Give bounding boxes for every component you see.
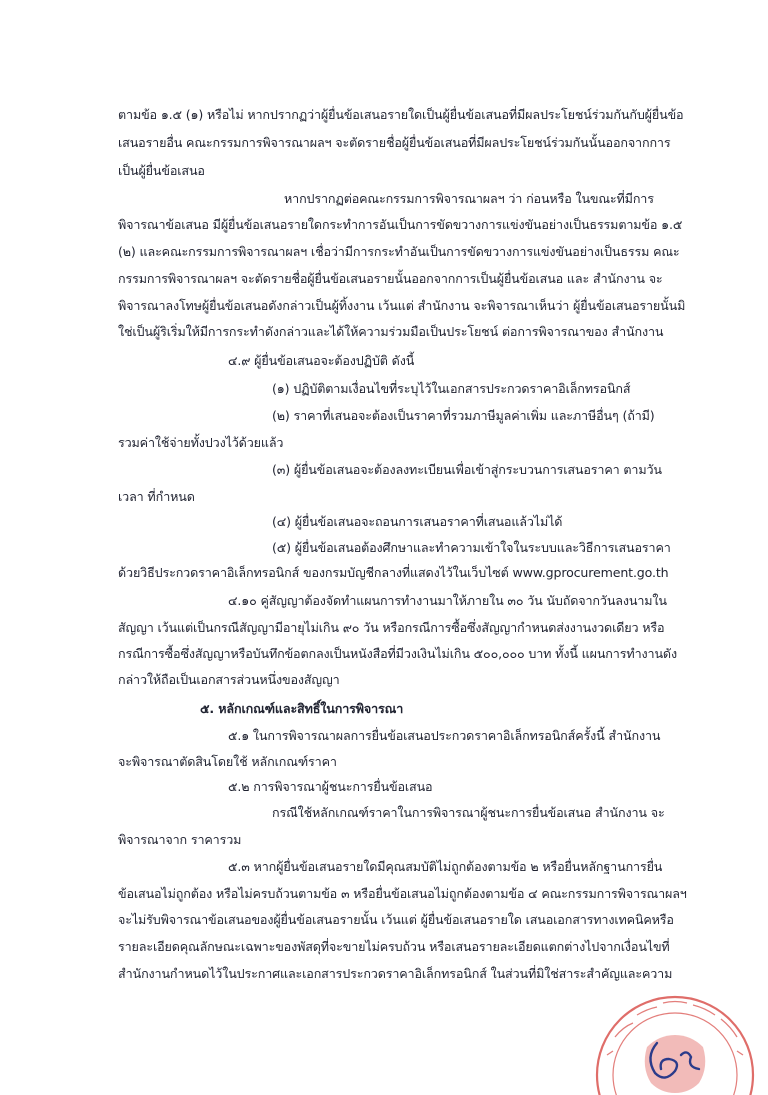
clause-4-10: ๔.๑๐ คู่สัญญาต้องจัดทำแผนการทำงานมาให้ภายใน ๓๐ วัน นับถัดจากวันลงนามใน [228,593,667,608]
body-line: หากปรากฏต่อคณะกรรมการพิจารณาผลฯ ว่า ก่อนหรือ ในขณะที่มีการ [284,191,654,206]
sub-item-5: (๕) ผู้ยื่นข้อเสนอต้องศึกษาและทำความเข้าใจในระบบและวิธีการเสนอราคา [272,540,671,555]
body-line: เป็นผู้ยื่นข้อเสนอ [118,163,205,178]
clause-5-3: ๕.๓ หากผู้ยื่นข้อเสนอรายใดมีคุณสมบัติไม่ถูกต้องตามข้อ ๒ หรือยื่นหลักฐานการยื่น [228,859,663,874]
official-seal-stamp [575,985,768,1095]
section-5-heading: ๕. หลักเกณฑ์และสิทธิ์ในการพิจารณา [200,701,404,716]
clause-4-9: ๔.๙ ผู้ยื่นข้อเสนอจะต้องปฏิบัติ ดังนี้ [228,353,415,368]
body-line: ข้อเสนอไม่ถูกต้อง หรือไม่ครบถ้วนตามข้อ ๓ หรือยื่นข้อเสนอไม่ถูกต้องตามข้อ ๔ คณะกรรมการพิจารณาผลฯ [118,886,687,901]
body-line: จะพิจารณาตัดสินโดยใช้ หลักเกณฑ์ราคา [118,754,337,769]
clause-5-2: ๕.๒ การพิจารณาผู้ชนะการยื่นข้อเสนอ [228,779,433,794]
sub-item-4: (๔) ผู้ยื่นข้อเสนอจะถอนการเสนอราคาที่เสนอแล้วไม่ได้ [272,514,563,529]
body-line: จะไม่รับพิจารณาข้อเสนอของผู้ยื่นข้อเสนอรายนั้น เว้นแต่ ผู้ยื่นข้อเสนอรายใด เสนอเอกสารทางเทคนิคหรือ [118,912,674,927]
sub-item-2: (๒) ราคาที่เสนอจะต้องเป็นราคาที่รวมภาษีมูลค่าเพิ่ม และภาษีอื่นๆ (ถ้ามี) [272,408,655,423]
body-line: ใช่เป็นผู้ริเริ่มให้มีการกระทำดังกล่าวและได้ให้ความร่วมมือเป็นประโยชน์ ต่อการพิจารณาของ สำนักงาน [118,324,664,339]
body-line: สัญญา เว้นแต่เป็นกรณีสัญญามีอายุไม่เกิน ๙๐ วัน หรือกรณีการซื้อซึ่งสัญญากำหนดส่งงานงวดเดียว หรือ [118,620,665,635]
body-line: พิจารณาข้อเสนอ มีผู้ยื่นข้อเสนอรายใดกระทำการอันเป็นการขัดขวางการแข่งขันอย่างเป็นธรรมตามข้อ ๑.๕ [118,217,683,232]
sub-item-1: (๑) ปฏิบัติตามเงื่อนไขที่ระบุไว้ในเอกสารประกวดราคาอิเล็กทรอนิกส์ [272,381,631,396]
clause-5-1: ๕.๑ ในการพิจารณาผลการยื่นข้อเสนอประกวดราคาอิเล็กทรอนิกส์ครั้งนี้ สำนักงาน [228,728,661,743]
body-line: ด้วยวิธีประกวดราคาอิเล็กทรอนิกส์ ของกรมบัญชีกลางที่แสดงไว้ในเว็บไซต์ www.gprocurement.go.th [118,565,669,580]
sub-item-3: (๓) ผู้ยื่นข้อเสนอจะต้องลงทะเบียนเพื่อเข้าสู่กระบวนการเสนอราคา ตามวัน [272,462,662,477]
body-line: พิจารณาลงโทษผู้ยื่นข้อเสนอดังกล่าวเป็นผู้ทิ้งงาน เว้นแต่ สำนักงาน จะพิจารณาเห็นว่า ผู้ยื่นข้อเสนอรายนั้นมิ [118,298,686,313]
body-line: รายละเอียดคุณลักษณะเฉพาะของพัสดุที่จะขายไม่ครบถ้วน หรือเสนอรายละเอียดแตกต่างไปจากเงื่อนไขที่ [118,939,670,954]
body-line: สำนักงานกำหนดไว้ในประกาศและเอกสารประกวดราคาอิเล็กทรอนิกส์ ในส่วนที่มิใช่สาระสำคัญและความ [118,966,673,981]
body-line: เวลา ที่กำหนด [118,489,195,504]
body-line: เสนอรายอื่น คณะกรรมการพิจารณาผลฯ จะตัดรายชื่อผู้ยื่นข้อเสนอที่มีผลประโยชน์ร่วมกันนั้นออกจากการ [118,135,671,150]
body-line: กล่าวให้ถือเป็นเอกสารส่วนหนึ่งของสัญญา [118,672,340,687]
body-line: พิจารณาจาก ราคารวม [118,832,242,847]
body-line: (๒) และคณะกรรมการพิจารณาผลฯ เชื่อว่ามีการกระทำอันเป็นการขัดขวางการแข่งขันอย่างเป็นธรรม คณะ [118,244,680,259]
body-line: กรณีการซื้อซึ่งสัญญาหรือบันทึกข้อตกลงเป็นหนังสือที่มีวงเงินไม่เกิน ๕๐๐,๐๐๐ บาท ทั้งนี้ แผนการทำงานดัง [118,646,677,661]
seal-emblem [645,1035,706,1093]
body-line: กรรมการพิจารณาผลฯ จะตัดรายชื่อผู้ยื่นข้อเสนอรายนั้นออกจากการเป็นผู้ยื่นข้อเสนอ และ สำนักงาน จะ [118,271,663,286]
body-line: รวมค่าใช้จ่ายทั้งปวงไว้ด้วยแล้ว [118,435,284,450]
body-line: กรณีใช้หลักเกณฑ์ราคาในการพิจารณาผู้ชนะการยื่นข้อเสนอ สำนักงาน จะ [272,805,665,820]
body-line: ตามข้อ ๑.๕ (๑) หรือไม่ หากปรากฏว่าผู้ยื่นข้อเสนอรายใดเป็นผู้ยื่นข้อเสนอที่มีผลประโยชน์ร่วมกันกับผู้ยื่นข้อ [118,107,684,122]
